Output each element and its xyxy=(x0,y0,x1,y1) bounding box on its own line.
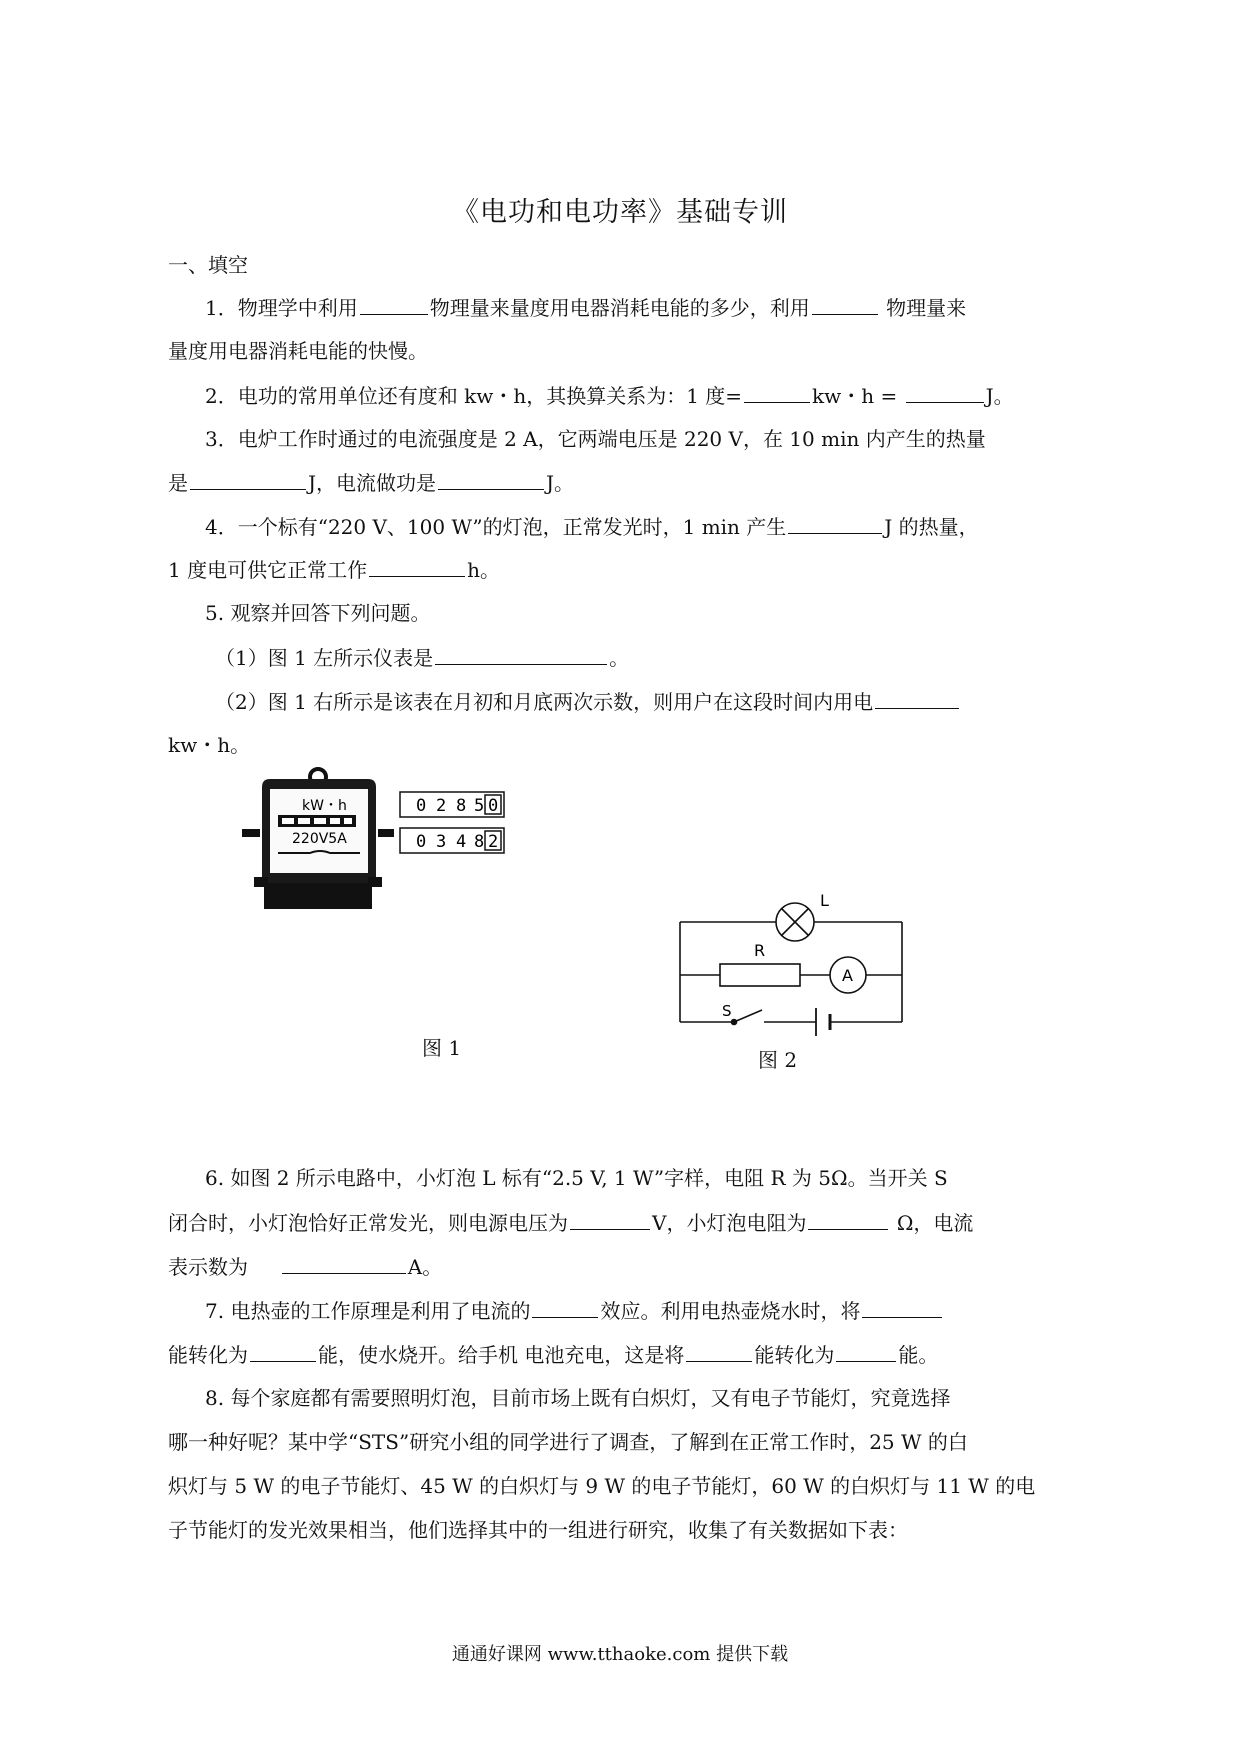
q2-blank-2[interactable] xyxy=(906,380,984,403)
q6-text-c: V，小灯泡电阻为 xyxy=(652,1211,807,1235)
question-4-line-2 xyxy=(168,554,500,585)
meter-rating-label: 220V5A xyxy=(292,831,347,847)
q7-text-e: 能转化为 xyxy=(754,1343,835,1367)
switch-label: S xyxy=(722,1002,732,1020)
question-1-line-1 xyxy=(205,292,966,323)
q4-text-b: J 的热量， xyxy=(884,515,979,539)
electric-meter-icon xyxy=(242,769,394,909)
question-1-line-2: 量度用电器消耗电能的快慢。 xyxy=(168,339,428,363)
page-title: 《电功和电功率》基础专训 xyxy=(452,197,788,228)
q7-blank-1[interactable] xyxy=(532,1295,598,1318)
q4-text-a: 4．一个标有“220 V、100 W”的灯泡，正常发光时，1 min 产生 xyxy=(205,515,787,539)
question-3-line-1: 3．电炉工作时通过的电流强度是 2 A，它两端电压是 220 V，在 10 min 内产生的热量 xyxy=(205,427,986,451)
q1-blank-1[interactable] xyxy=(360,292,428,315)
q3-text-c: J，电流做功是 xyxy=(308,471,437,495)
question-5-part-1 xyxy=(215,642,629,673)
reading-2-decimal-digit: 2 xyxy=(488,832,499,852)
q5-text-b: （1）图 1 左所示仪表是 xyxy=(215,646,434,670)
q1-blank-2[interactable] xyxy=(812,292,878,315)
q4-blank-2[interactable] xyxy=(369,554,465,577)
q5-text-d: （2）图 1 右所示是该表在月初和月底两次示数，则用户在这段时间内用电 xyxy=(215,690,874,714)
q6-blank-1[interactable] xyxy=(570,1207,650,1230)
q1-text-a: 1．物理学中利用 xyxy=(205,296,358,320)
question-5-intro: 5. 观察并回答下列问题。 xyxy=(205,601,431,625)
q3-blank-2[interactable] xyxy=(438,467,544,490)
q7-blank-5[interactable] xyxy=(836,1339,896,1362)
q5-blank-2[interactable] xyxy=(875,686,959,709)
q6-text-d: Ω，电流 xyxy=(896,1211,974,1235)
question-8-line-1: 8. 每个家庭都有需要照明灯泡，目前市场上既有白炽灯，又有电子节能灯，究竟选择 xyxy=(205,1386,951,1410)
q6-text-b: 闭合时，小灯泡恰好正常发光，则电源电压为 xyxy=(168,1211,568,1235)
reading-1-digit: 5 xyxy=(474,796,485,816)
q4-blank-1[interactable] xyxy=(788,511,882,534)
question-8-line-2: 哪一种好呢？某中学“STS”研究小组的同学进行了调查，了解到在正常工作时，25 W 的白 xyxy=(168,1430,968,1454)
resistor-label: R xyxy=(754,941,766,960)
figure-2-caption: 图 2 xyxy=(758,1048,798,1072)
q6-text-e: 表示数为 xyxy=(168,1255,248,1279)
ammeter-label: A xyxy=(842,966,853,985)
meter-unit-label: kW・h xyxy=(302,798,347,814)
question-3-line-2 xyxy=(168,467,574,498)
q5-blank-1[interactable] xyxy=(435,642,607,665)
q7-text-f: 能。 xyxy=(898,1343,939,1367)
q7-text-a: 7. 电热壶的工作原理是利用了电流的 xyxy=(205,1299,531,1323)
q5-text-c: 。 xyxy=(609,646,630,670)
question-2 xyxy=(205,380,1014,411)
meter-reading-start xyxy=(400,792,504,817)
q2-blank-1[interactable] xyxy=(744,380,810,403)
reading-2-digit: 0 xyxy=(416,832,427,852)
lamp-label: L xyxy=(820,891,829,910)
reading-1-digit: 0 xyxy=(416,796,427,816)
question-4-line-1 xyxy=(205,511,979,542)
q7-text-d: 能，使水烧开。给手机 电池充电，这是将 xyxy=(318,1343,685,1367)
q7-blank-4[interactable] xyxy=(686,1339,752,1362)
q1-text-c: 物理量来 xyxy=(886,296,967,320)
question-6-line-1: 6. 如图 2 所示电路中，小灯泡 L 标有“2.5 V, 1 W”字样，电阻 R 为 5Ω。当开关 S xyxy=(205,1166,948,1190)
question-6-line-3 xyxy=(168,1251,442,1282)
q7-text-b: 效应。利用电热壶烧水时，将 xyxy=(600,1299,861,1323)
q2-text-c: J。 xyxy=(985,384,1014,408)
q4-text-d: h。 xyxy=(467,558,500,582)
reading-2-digit: 8 xyxy=(474,832,485,852)
figure-2-circuit xyxy=(670,890,920,1055)
q6-blank-2[interactable] xyxy=(808,1207,888,1230)
q6-text-f: A。 xyxy=(407,1255,443,1279)
question-5-part-2 xyxy=(215,686,961,717)
battery-icon xyxy=(816,1008,830,1036)
q3-blank-1[interactable] xyxy=(190,467,306,490)
figure-1 xyxy=(240,765,540,915)
question-5-unit: kw・h。 xyxy=(168,733,251,757)
meter-reading-end xyxy=(400,828,504,853)
q7-text-c: 能转化为 xyxy=(168,1343,248,1367)
switch-icon xyxy=(732,1010,763,1025)
reading-1-digit: 8 xyxy=(456,796,467,816)
q2-text-a: 2．电功的常用单位还有度和 kw・h，其换算关系为：1 度= xyxy=(205,384,743,408)
resistor-icon xyxy=(720,964,800,986)
q1-text-b: 物理量来量度用电器消耗电能的多少，利用 xyxy=(429,296,810,320)
question-7-line-2 xyxy=(168,1339,938,1370)
q7-blank-3[interactable] xyxy=(250,1339,316,1362)
reading-1-digit: 2 xyxy=(436,796,447,816)
page-footer: 通通好课网 www.tthaoke.com 提供下载 xyxy=(451,1644,789,1665)
reading-2-digit: 3 xyxy=(436,832,447,852)
reading-1-decimal-digit: 0 xyxy=(488,796,499,816)
q3-text-d: J。 xyxy=(546,471,575,495)
q6-blank-3[interactable] xyxy=(282,1251,406,1274)
reading-2-digit: 4 xyxy=(456,832,467,852)
figure-1-caption: 图 1 xyxy=(422,1036,462,1060)
section-heading: 一、填空 xyxy=(168,253,248,277)
question-7-line-1 xyxy=(205,1295,944,1326)
question-8-line-4: 子节能灯的发光效果相当，他们选择其中的一组进行研究，收集了有关数据如下表： xyxy=(168,1518,908,1542)
q3-text-b: 是 xyxy=(168,471,188,495)
q2-text-b: kw・h = xyxy=(812,384,898,408)
question-8-line-3: 炽灯与 5 W 的电子节能灯、45 W 的白炽灯与 9 W 的电子节能灯，60 W 的白炽灯与 11 W 的电 xyxy=(168,1474,1036,1498)
q7-blank-2[interactable] xyxy=(862,1295,942,1318)
lamp-icon xyxy=(776,903,814,941)
question-6-line-2 xyxy=(168,1207,973,1238)
q4-text-c: 1 度电可供它正常工作 xyxy=(168,558,368,582)
